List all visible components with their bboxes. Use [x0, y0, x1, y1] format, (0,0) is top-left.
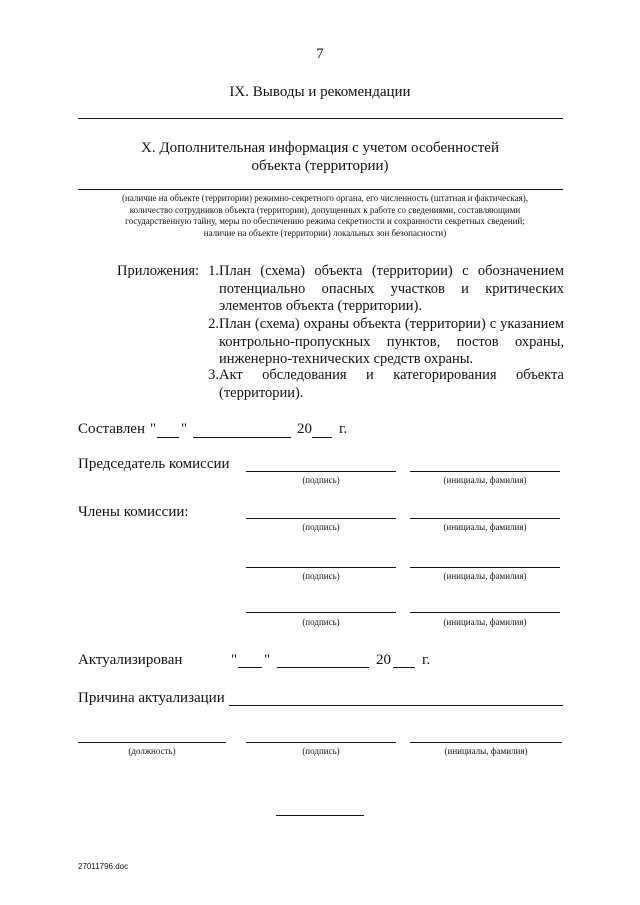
- section-10-title-line2: объекта (территории): [251, 158, 389, 174]
- appendix-number: 3.: [208, 367, 219, 383]
- final-signature-field[interactable]: [246, 742, 396, 743]
- compiled-year-suffix: г.: [339, 421, 348, 437]
- updated-month-field[interactable]: [277, 667, 369, 668]
- appendix-text: План (схема) охраны объекта (территории) с указанием контрольно-пропускных пунктов, постов охраны, инженерно-технических средств охраны.: [219, 316, 564, 367]
- update-reason-field[interactable]: [229, 705, 563, 706]
- updated-quote-open: ": [231, 652, 238, 668]
- appendices-label: Приложения:: [117, 263, 200, 279]
- section-9-title: IX. Выводы и рекомендации: [229, 84, 411, 100]
- compiled-day-field[interactable]: [157, 437, 179, 438]
- document-id: 27011796.doc: [78, 862, 129, 871]
- final-name-field[interactable]: [410, 742, 562, 743]
- member-signature-field[interactable]: [246, 518, 396, 519]
- section-10-title-line1: X. Дополнительная информация с учетом особенностей: [141, 140, 499, 156]
- updated-year-suffix: г.: [422, 652, 431, 668]
- page-number: 7: [316, 46, 324, 62]
- member-name-field[interactable]: [410, 567, 560, 568]
- signature-caption: (подпись): [302, 617, 340, 627]
- compiled-month-field[interactable]: [193, 437, 291, 438]
- section-9-fill-line: [78, 118, 563, 119]
- signature-caption: (подпись): [302, 475, 340, 485]
- name-caption: (инициалы, фамилия): [443, 617, 527, 627]
- chair-signature-field[interactable]: [246, 471, 396, 472]
- updated-quote-close: ": [264, 652, 271, 668]
- chair-label: Председатель комиссии: [78, 456, 230, 472]
- updated-day-field[interactable]: [238, 667, 262, 668]
- section-10-title: [0, 139, 640, 175]
- appendix-text: План (схема) объекта (территории) с обозначением потенциально опасных участков и критических элементов объекта (территории).: [219, 263, 564, 314]
- signature-caption: (подпись): [302, 571, 340, 581]
- compiled-label: Составлен: [78, 421, 145, 437]
- compiled-year-prefix: 20: [297, 421, 312, 437]
- compiled-quote-close: ": [181, 421, 188, 437]
- appendix-number: 1.: [208, 263, 219, 279]
- compiled-quote-open: ": [150, 421, 157, 437]
- member-name-field[interactable]: [410, 518, 560, 519]
- name-caption: (инициалы, фамилия): [443, 475, 527, 485]
- signature-caption: (подпись): [302, 746, 340, 756]
- updated-label: Актуализирован: [78, 652, 183, 668]
- position-field[interactable]: [78, 742, 226, 743]
- note-line: количество сотрудников объекта (территории), допущенных к работе со сведениями, составляющими: [129, 204, 521, 215]
- appendix-text: Акт обследования и категорирования объекта (территории).: [219, 367, 564, 401]
- updated-year-field[interactable]: [393, 667, 415, 668]
- section-10-note: [60, 193, 590, 239]
- note-line: наличие на объекте (территории) локальных зон безопасности): [203, 227, 447, 238]
- members-label: Члены комиссии:: [78, 504, 189, 520]
- closing-divider: [276, 815, 364, 816]
- updated-year-prefix: 20: [376, 652, 391, 668]
- member-signature-field[interactable]: [246, 612, 396, 613]
- chair-name-field[interactable]: [410, 471, 560, 472]
- position-caption: (должность): [128, 746, 176, 756]
- note-line: (наличие на объекте (территории) режимно-секретного органа, его численность (штатная и фактическая),: [122, 193, 528, 203]
- name-caption: (инициалы, фамилия): [443, 522, 527, 532]
- update-reason-label: Причина актуализации: [78, 690, 225, 706]
- compiled-year-field[interactable]: [312, 437, 332, 438]
- appendix-number: 2.: [208, 316, 219, 332]
- member-signature-field[interactable]: [246, 567, 396, 568]
- note-line: государственную тайну, меры по обеспечению режима секретности и сохранности секретных сведений;: [125, 216, 525, 226]
- section-10-fill-line: [78, 189, 563, 190]
- name-caption: (инициалы, фамилия): [444, 746, 528, 756]
- member-name-field[interactable]: [410, 612, 560, 613]
- signature-caption: (подпись): [302, 522, 340, 532]
- name-caption: (инициалы, фамилия): [443, 571, 527, 581]
